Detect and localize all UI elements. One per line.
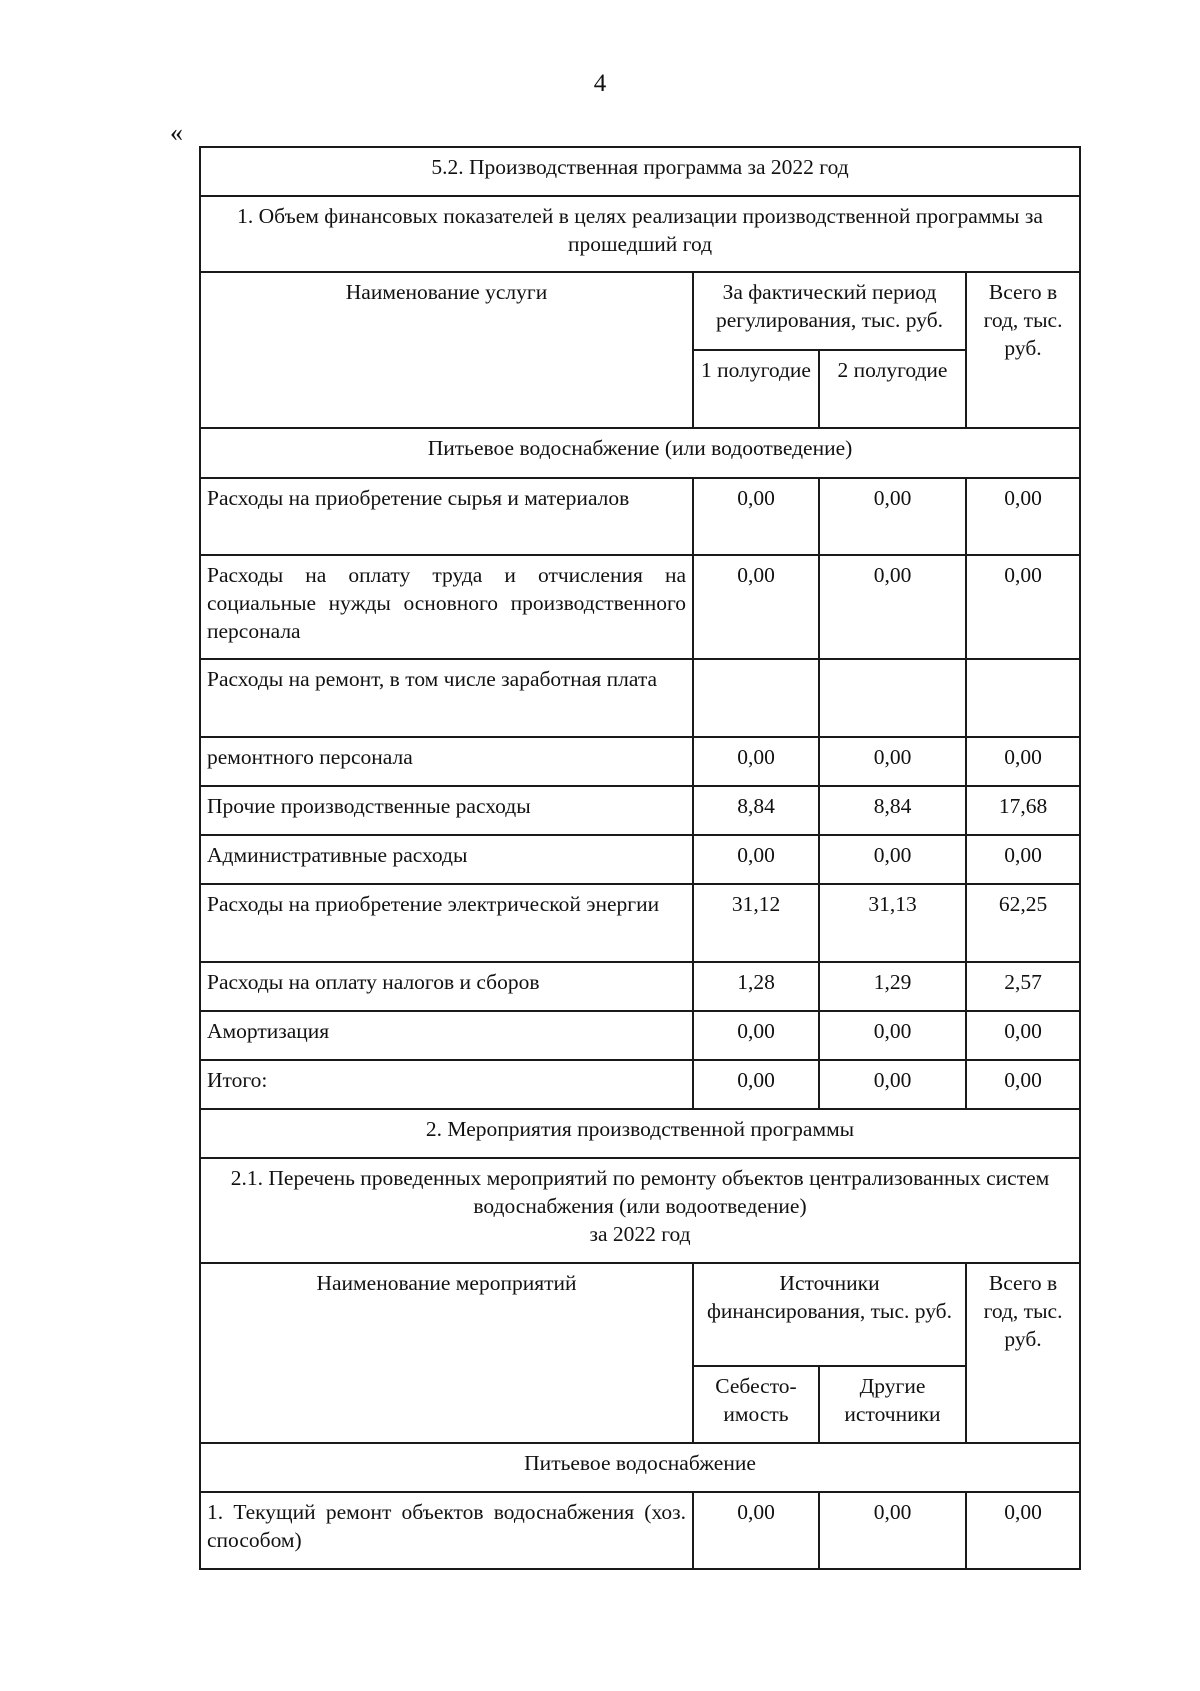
header-measures-name: Наименование мероприятий	[200, 1263, 693, 1443]
table-row	[200, 1011, 1080, 1060]
row-value-total: 17,68	[966, 786, 1080, 835]
row-value-half-2: 8,84	[819, 786, 966, 835]
row-value-half-1: 0,00	[693, 737, 819, 786]
section-2-subtitle	[200, 1158, 1080, 1263]
table-row	[200, 1492, 1080, 1569]
table-row	[200, 884, 1080, 962]
row-value-half-2: 0,00	[819, 478, 966, 555]
header-service-name: Наименование услуги	[200, 272, 693, 428]
row-name: Амортизация	[200, 1011, 693, 1060]
row-value-total: 0,00	[966, 1060, 1080, 1109]
section-2-title: 2. Мероприятия производственной программы	[200, 1109, 1080, 1158]
table-row	[200, 659, 1080, 737]
row-name: Расходы на приобретение сырья и материалов	[200, 478, 693, 555]
row-name: Итого:	[200, 1060, 693, 1109]
section-subtitle: 1. Объем финансовых показателей в целях реализации производственной программы за прошедший год	[200, 196, 1080, 272]
row-value-half-1: 0,00	[693, 478, 819, 555]
page-number: 4	[593, 70, 607, 97]
table-row	[200, 786, 1080, 835]
row-value-total: 0,00	[966, 1011, 1080, 1060]
production-program-table	[199, 146, 1081, 1570]
group-header: Питьевое водоснабжение (или водоотведение)	[200, 428, 1080, 478]
row-value-half-2: 31,13	[819, 884, 966, 962]
row-value-total: 2,57	[966, 962, 1080, 1011]
row-name: Расходы на ремонт, в том числе заработная плата	[200, 659, 693, 737]
row-value-half-2: 0,00	[819, 835, 966, 884]
row-value-total: 0,00	[966, 555, 1080, 659]
header-cost-price: Себесто-имость	[693, 1366, 819, 1443]
row-value-total: 0,00	[966, 1492, 1080, 1569]
row-value-other-sources: 0,00	[819, 1492, 966, 1569]
section-title: 5.2. Производственная программа за 2022 год	[200, 147, 1080, 196]
header-total: Всего в год, тыс. руб.	[966, 272, 1080, 428]
table-row	[200, 962, 1080, 1011]
row-name: ремонтного персонала	[200, 737, 693, 786]
section-2-subtitle-line-2: за 2022 год	[589, 1221, 691, 1246]
row-value-total: 0,00	[966, 835, 1080, 884]
row-value-half-1: 0,00	[693, 835, 819, 884]
row-value-half-1: 0,00	[693, 555, 819, 659]
section-2-subtitle-line-1: 2.1. Перечень проведенных мероприятий по ремонту объектов централизованных систем водоснабжения (или водоотведение)	[230, 1166, 1050, 1218]
row-value-half-1: 31,12	[693, 884, 819, 962]
header-total-2: Всего в год, тыс. руб.	[966, 1263, 1080, 1443]
header-half-2: 2 полугодие	[819, 350, 966, 428]
row-value-half-1: 1,28	[693, 962, 819, 1011]
row-value-half-2: 0,00	[819, 737, 966, 786]
table-row	[200, 737, 1080, 786]
header-other-sources: Другие источники	[819, 1366, 966, 1443]
row-value-half-2: 0,00	[819, 1011, 966, 1060]
row-value-total	[966, 659, 1080, 737]
table-row	[200, 555, 1080, 659]
row-value-cost-price: 0,00	[693, 1492, 819, 1569]
row-value-half-1: 0,00	[693, 1060, 819, 1109]
row-value-half-2	[819, 659, 966, 737]
table-row	[200, 1060, 1080, 1109]
row-name: Расходы на оплату труда и отчисления на социальные нужды основного производственного персонала	[200, 555, 693, 659]
row-name: Расходы на оплату налогов и сборов	[200, 962, 693, 1011]
opening-quote-mark: «	[170, 118, 183, 147]
row-value-total: 0,00	[966, 737, 1080, 786]
table-row	[200, 835, 1080, 884]
row-value-half-2: 1,29	[819, 962, 966, 1011]
row-value-half-1	[693, 659, 819, 737]
row-value-total: 0,00	[966, 478, 1080, 555]
row-value-half-2: 0,00	[819, 1060, 966, 1109]
row-name: Административные расходы	[200, 835, 693, 884]
row-name: 1. Текущий ремонт объектов водоснабжения (хоз. способом)	[200, 1492, 693, 1569]
row-value-total: 62,25	[966, 884, 1080, 962]
header-half-1: 1 полугодие	[693, 350, 819, 428]
row-name: Расходы на приобретение электрической энергии	[200, 884, 693, 962]
row-name: Прочие производственные расходы	[200, 786, 693, 835]
row-value-half-1: 8,84	[693, 786, 819, 835]
header-period: За фактический период регулирования, тыс. руб.	[693, 272, 966, 350]
row-value-half-1: 0,00	[693, 1011, 819, 1060]
header-funding-sources: Источники финансирования, тыс. руб.	[693, 1263, 966, 1366]
table-row	[200, 478, 1080, 555]
group-header-2: Питьевое водоснабжение	[200, 1443, 1080, 1492]
row-value-half-2: 0,00	[819, 555, 966, 659]
